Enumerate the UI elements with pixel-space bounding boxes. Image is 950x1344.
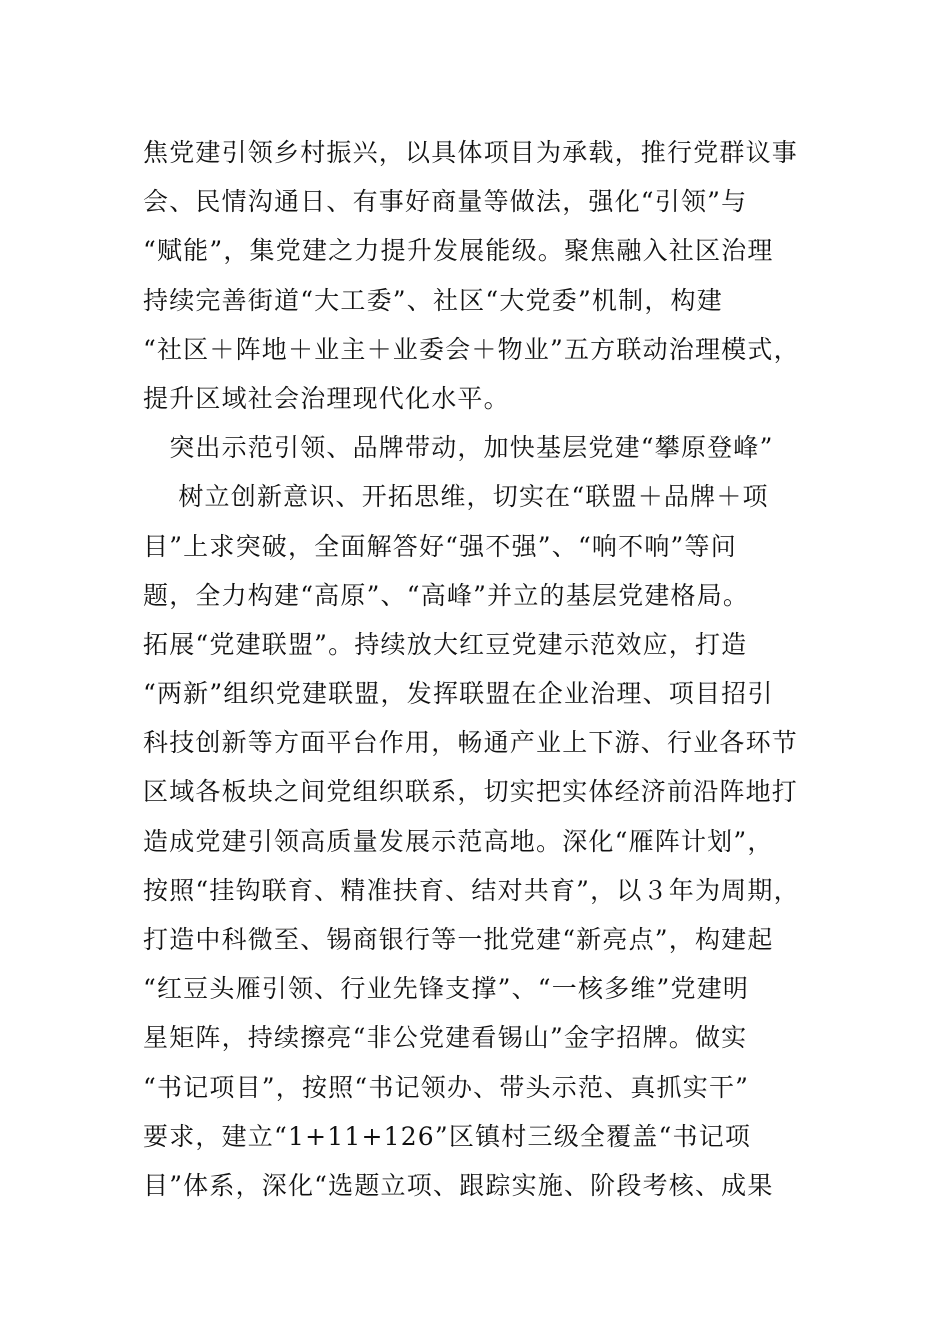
text-line-3: “赋能”，集党建之力提升发展能级。聚焦融入社区治理 [143,236,774,266]
text-line-12: “两新”组织党建联盟，发挥联盟在企业治理、项目招引 [143,679,774,709]
section-heading: 突出示范引领、品牌带动，加快基层党建“攀原登峰” [143,433,774,463]
text-line-11: 拓展“党建联盟”。持续放大红豆党建示范效应，打造 [143,629,748,659]
text-line-19: 星矩阵，持续擦亮“非公党建看锡山”金字招牌。做实 [143,1023,748,1053]
text-line-20: “书记项目”，按照“书记领办、带头示范、真抓实干” [143,1072,750,1102]
text-line-15: 造成党建引领高质量发展示范高地。深化“雁阵计划”， [143,826,774,856]
text-line-21: 要求，建立“1+11+126”区镇村三级全覆盖“书记项 [143,1121,752,1151]
text-line-18: “红豆头雁引领、行业先锋支撑”、“一核多维”党建明 [143,974,750,1004]
text-line-22: 目”体系，深化“选题立项、跟踪实施、阶段考核、成果 [143,1170,774,1200]
text-line-1: 焦党建引领乡村振兴，以具体项目为承载，推行党群议事 [143,138,799,167]
text-line-13: 科技创新等方面平台作用，畅通产业上下游、行业各环节 [143,728,799,758]
text-line-9: 目”上求突破，全面解答好“强不强”、“响不响”等问 [143,531,737,561]
text-line-17: 打造中科微至、锡商银行等一批党建“新亮点”，构建起 [143,925,774,954]
text-line-5: “社区＋阵地＋业主＋业委会＋物业”五方联动治理模式， [143,334,800,364]
text-line-10: 题，全力构建“高原”、“高峰”并立的基层党建格局。 [143,580,750,610]
text-line-8: 树立创新意识、开拓思维，切实在“联盟＋品牌＋项 [143,482,769,512]
text-line-14: 区域各板块之间党组织联系，切实把实体经济前沿阵地打 [143,777,799,807]
body-text [143,128,843,1210]
text-line-16: 按照“挂钩联育、精准扶育、结对共育”，以３年为周期， [143,875,800,905]
text-line-4: 持续完善街道“大工委”、社区“大党委”机制，构建 [143,285,723,315]
text-line-2: 会、民情沟通日、有事好商量等做法，强化“引领”与 [143,187,748,217]
text-line-6: 提升区域社会治理现代化水平。 [143,383,510,413]
